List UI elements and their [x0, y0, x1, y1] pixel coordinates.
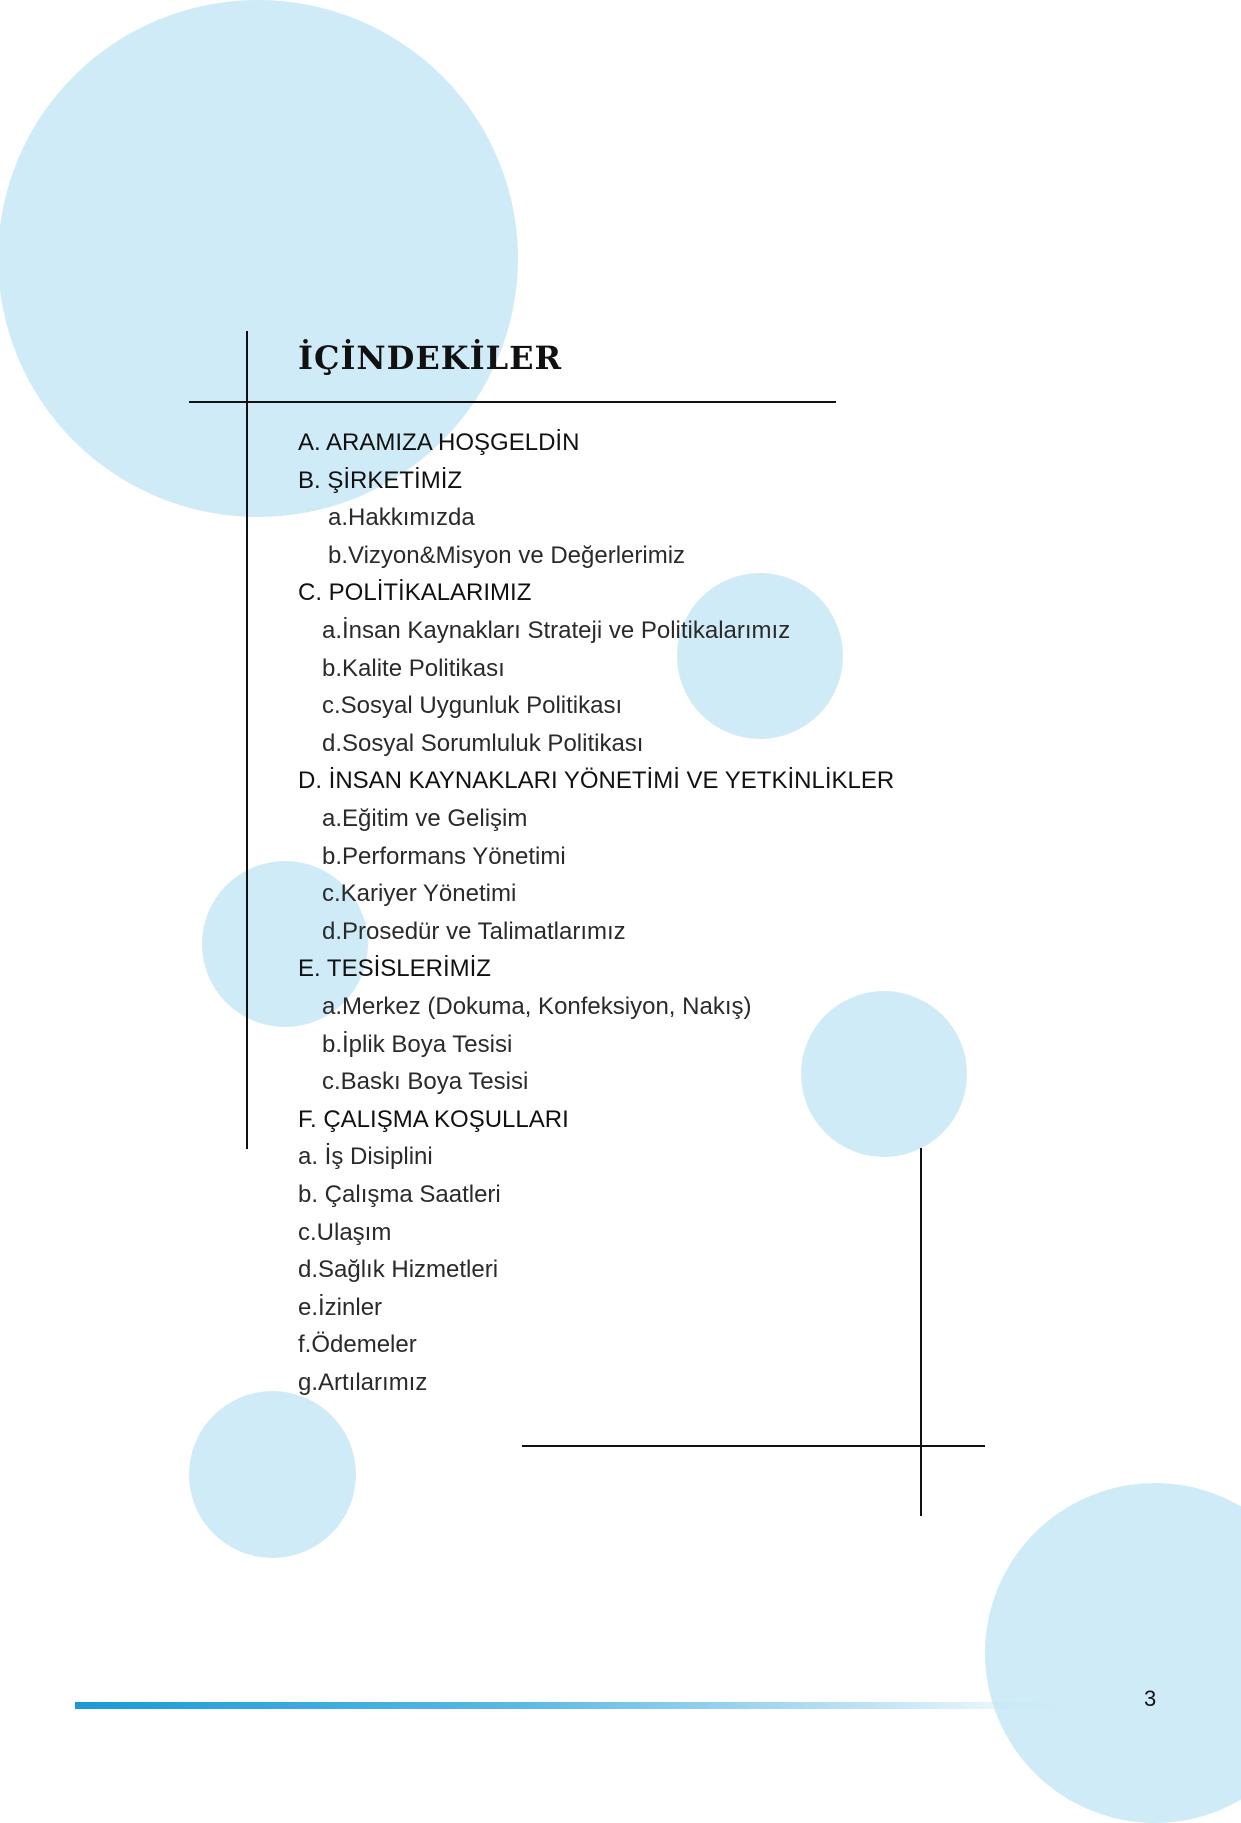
toc-subitem[interactable]: d.Sosyal Sorumluluk Politikası: [322, 730, 644, 757]
footer-bar: [75, 1702, 1065, 1709]
toc-section[interactable]: F. ÇALIŞMA KOŞULLARI: [298, 1106, 569, 1133]
toc-subitem[interactable]: b.Kalite Politikası: [322, 655, 505, 682]
toc-subitem[interactable]: b.İplik Boya Tesisi: [322, 1031, 513, 1058]
toc-subitem[interactable]: c.Kariyer Yönetimi: [322, 880, 517, 907]
toc-subitem[interactable]: b.Vizyon&Misyon ve Değerlerimiz: [328, 542, 686, 569]
toc-section[interactable]: B. ŞİRKETİMİZ: [298, 467, 463, 494]
page-title: İÇİNDEKİLER: [298, 339, 563, 377]
toc-subitem[interactable]: a.Hakkımızda: [328, 504, 475, 531]
toc-subitem[interactable]: d.Prosedür ve Talimatlarımız: [322, 918, 626, 945]
toc-subitem[interactable]: f.Ödemeler: [298, 1331, 417, 1358]
toc-subitem[interactable]: a.Merkez (Dokuma, Konfeksiyon, Nakış): [322, 993, 752, 1020]
toc-subitem[interactable]: b. Çalışma Saatleri: [298, 1181, 501, 1208]
toc-subitem[interactable]: g.Artılarımız: [298, 1369, 428, 1396]
toc-section[interactable]: C. POLİTİKALARIMIZ: [298, 579, 532, 606]
toc-section[interactable]: A. ARAMIZA HOŞGELDİN: [298, 429, 580, 456]
toc-subitem[interactable]: e.İzinler: [298, 1294, 383, 1321]
toc-subitem[interactable]: a.İnsan Kaynakları Strateji ve Politikalarımız: [322, 617, 791, 644]
toc-subitem[interactable]: c.Sosyal Uygunluk Politikası: [322, 692, 623, 719]
toc-section[interactable]: E. TESİSLERİMİZ: [298, 955, 491, 982]
toc-section[interactable]: D. İNSAN KAYNAKLARI YÖNETİMİ VE YETKİNLİKLER: [298, 767, 895, 794]
toc-subitem[interactable]: b.Performans Yönetimi: [322, 843, 566, 870]
toc-subitem[interactable]: a.Eğitim ve Gelişim: [322, 805, 528, 832]
toc-subitem[interactable]: d.Sağlık Hizmetleri: [298, 1256, 499, 1283]
page-number: 3: [1144, 1686, 1157, 1711]
toc-subitem[interactable]: a. İş Disiplini: [298, 1143, 433, 1170]
toc-subitem[interactable]: c.Ulaşım: [298, 1219, 392, 1246]
toc-subitem[interactable]: c.Baskı Boya Tesisi: [322, 1068, 529, 1095]
